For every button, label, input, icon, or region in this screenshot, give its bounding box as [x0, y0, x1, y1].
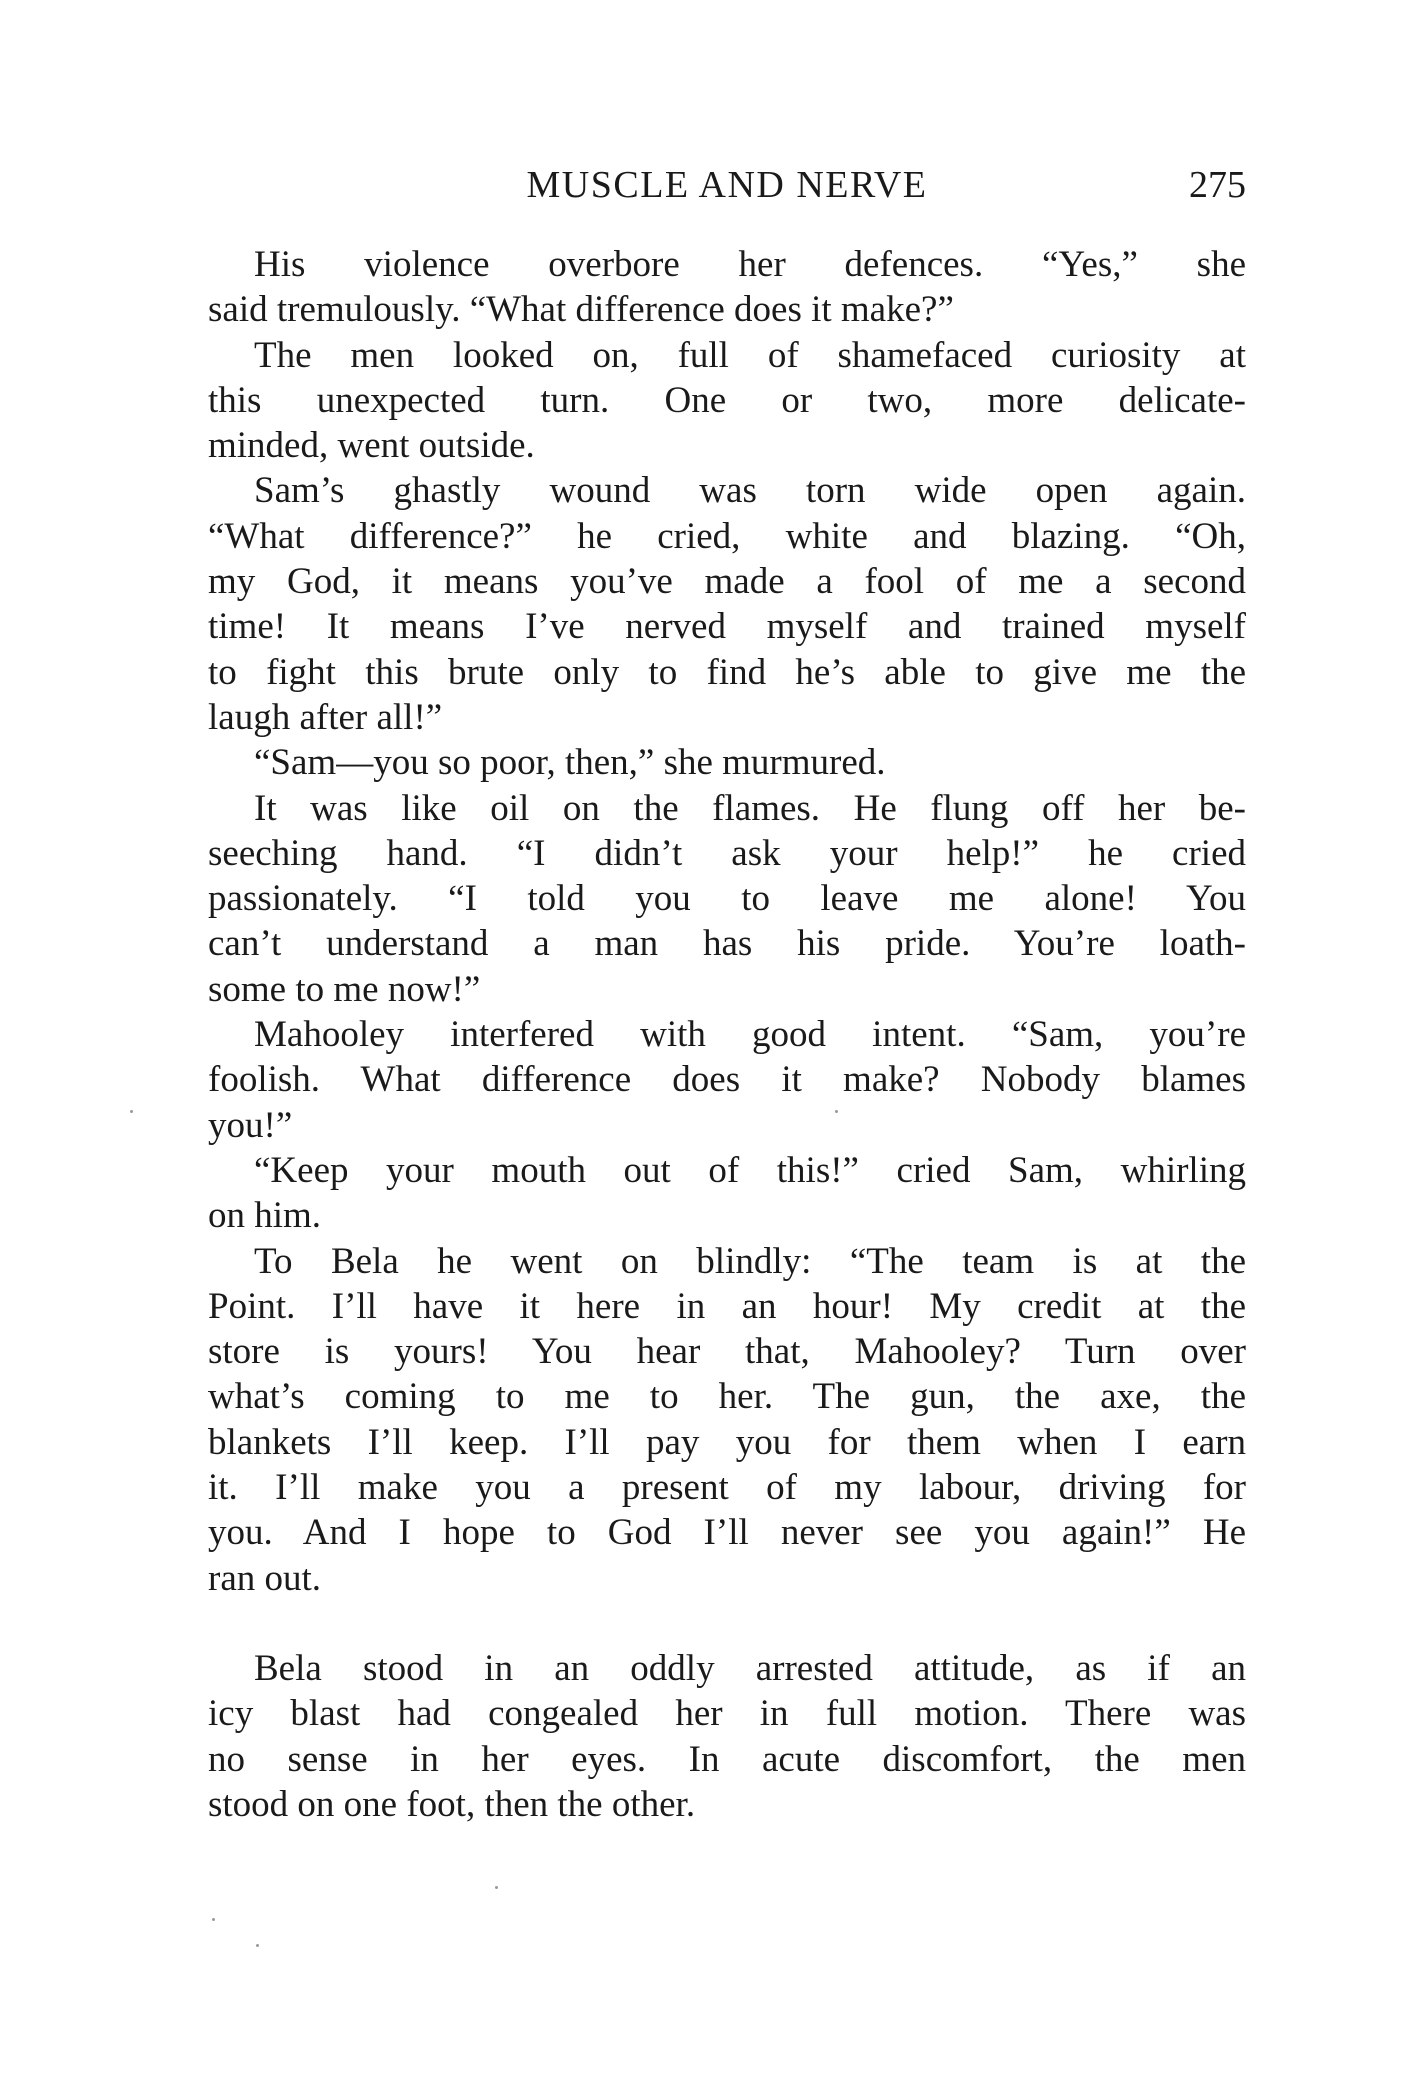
- scan-speck: [130, 1110, 133, 1113]
- scan-speck: [835, 1110, 838, 1113]
- running-head: [208, 160, 1246, 210]
- text-line: laugh after all!”: [208, 696, 443, 738]
- text-line: passionately. “I told you to leave me alone! You: [208, 878, 1246, 920]
- text-line: you!”: [208, 1104, 293, 1146]
- text-line: stood on one foot, then the other.: [208, 1783, 696, 1825]
- text-line: Sam’s ghastly wound was torn wide open again.: [254, 470, 1246, 512]
- text-line: said tremulously. “What difference does it make?”: [208, 289, 954, 331]
- text-line: Mahooley interfered with good intent. “Sam, you’re: [254, 1014, 1246, 1056]
- text-line: “Keep your mouth out of this!” cried Sam, whirling: [254, 1149, 1246, 1191]
- text-line: what’s coming to me to her. The gun, the axe, the: [208, 1376, 1246, 1418]
- text-line: some to me now!”: [208, 968, 481, 1010]
- text-line: this unexpected turn. One or two, more delicate-: [208, 379, 1246, 421]
- text-line: His violence overbore her defences. “Yes,” she: [254, 244, 1246, 285]
- running-title: MUSCLE AND NERVE: [526, 164, 928, 206]
- text-line: foolish. What difference does it make? Nobody blames: [208, 1059, 1246, 1101]
- text-line: “What difference?” he cried, white and blazing. “Oh,: [208, 515, 1246, 557]
- text-line: seeching hand. “I didn’t ask your help!” he cried: [208, 832, 1246, 874]
- text-line: Bela stood in an oddly arrested attitude, as if an: [254, 1647, 1246, 1689]
- text-line: Point. I’ll have it here in an hour! My credit at the: [208, 1285, 1246, 1327]
- text-line: can’t understand a man has his pride. You’re loath-: [208, 923, 1246, 965]
- section-break: [208, 1601, 1246, 1646]
- text-line: on him.: [208, 1195, 322, 1237]
- scan-speck: [212, 1918, 215, 1921]
- text-line: my God, it means you’ve made a fool of me a second: [208, 561, 1246, 603]
- scan-speck: [495, 1886, 498, 1889]
- page-number: 275: [1189, 164, 1246, 206]
- text-line: ran out.: [208, 1557, 322, 1599]
- text-line: It was like oil on the flames. He flung off her be-: [254, 787, 1246, 829]
- text-line: The men looked on, full of shamefaced curiosity at: [254, 334, 1246, 376]
- text-line: To Bela he went on blindly: “The team is at the: [254, 1240, 1246, 1282]
- text-line: it. I’ll make you a present of my labour, driving for: [208, 1467, 1246, 1509]
- text-line: you. And I hope to God I’ll never see you again!” He: [208, 1512, 1246, 1554]
- text-line: blankets I’ll keep. I’ll pay you for them when I earn: [208, 1421, 1246, 1463]
- text-line: to fight this brute only to find he’s able to give me the: [208, 651, 1246, 693]
- body-text: [208, 242, 1246, 1827]
- text-line: store is yours! You hear that, Mahooley? Turn over: [208, 1331, 1246, 1373]
- scan-speck: [256, 1944, 259, 1947]
- text-line: time! It means I’ve nerved myself and trained myself: [208, 606, 1246, 648]
- text-line: icy blast had congealed her in full motion. There was: [208, 1693, 1246, 1735]
- text-line: no sense in her eyes. In acute discomfort, the men: [208, 1738, 1246, 1780]
- text-line: “Sam—you so poor, then,” she murmured.: [254, 742, 886, 784]
- text-line: minded, went outside.: [208, 425, 535, 467]
